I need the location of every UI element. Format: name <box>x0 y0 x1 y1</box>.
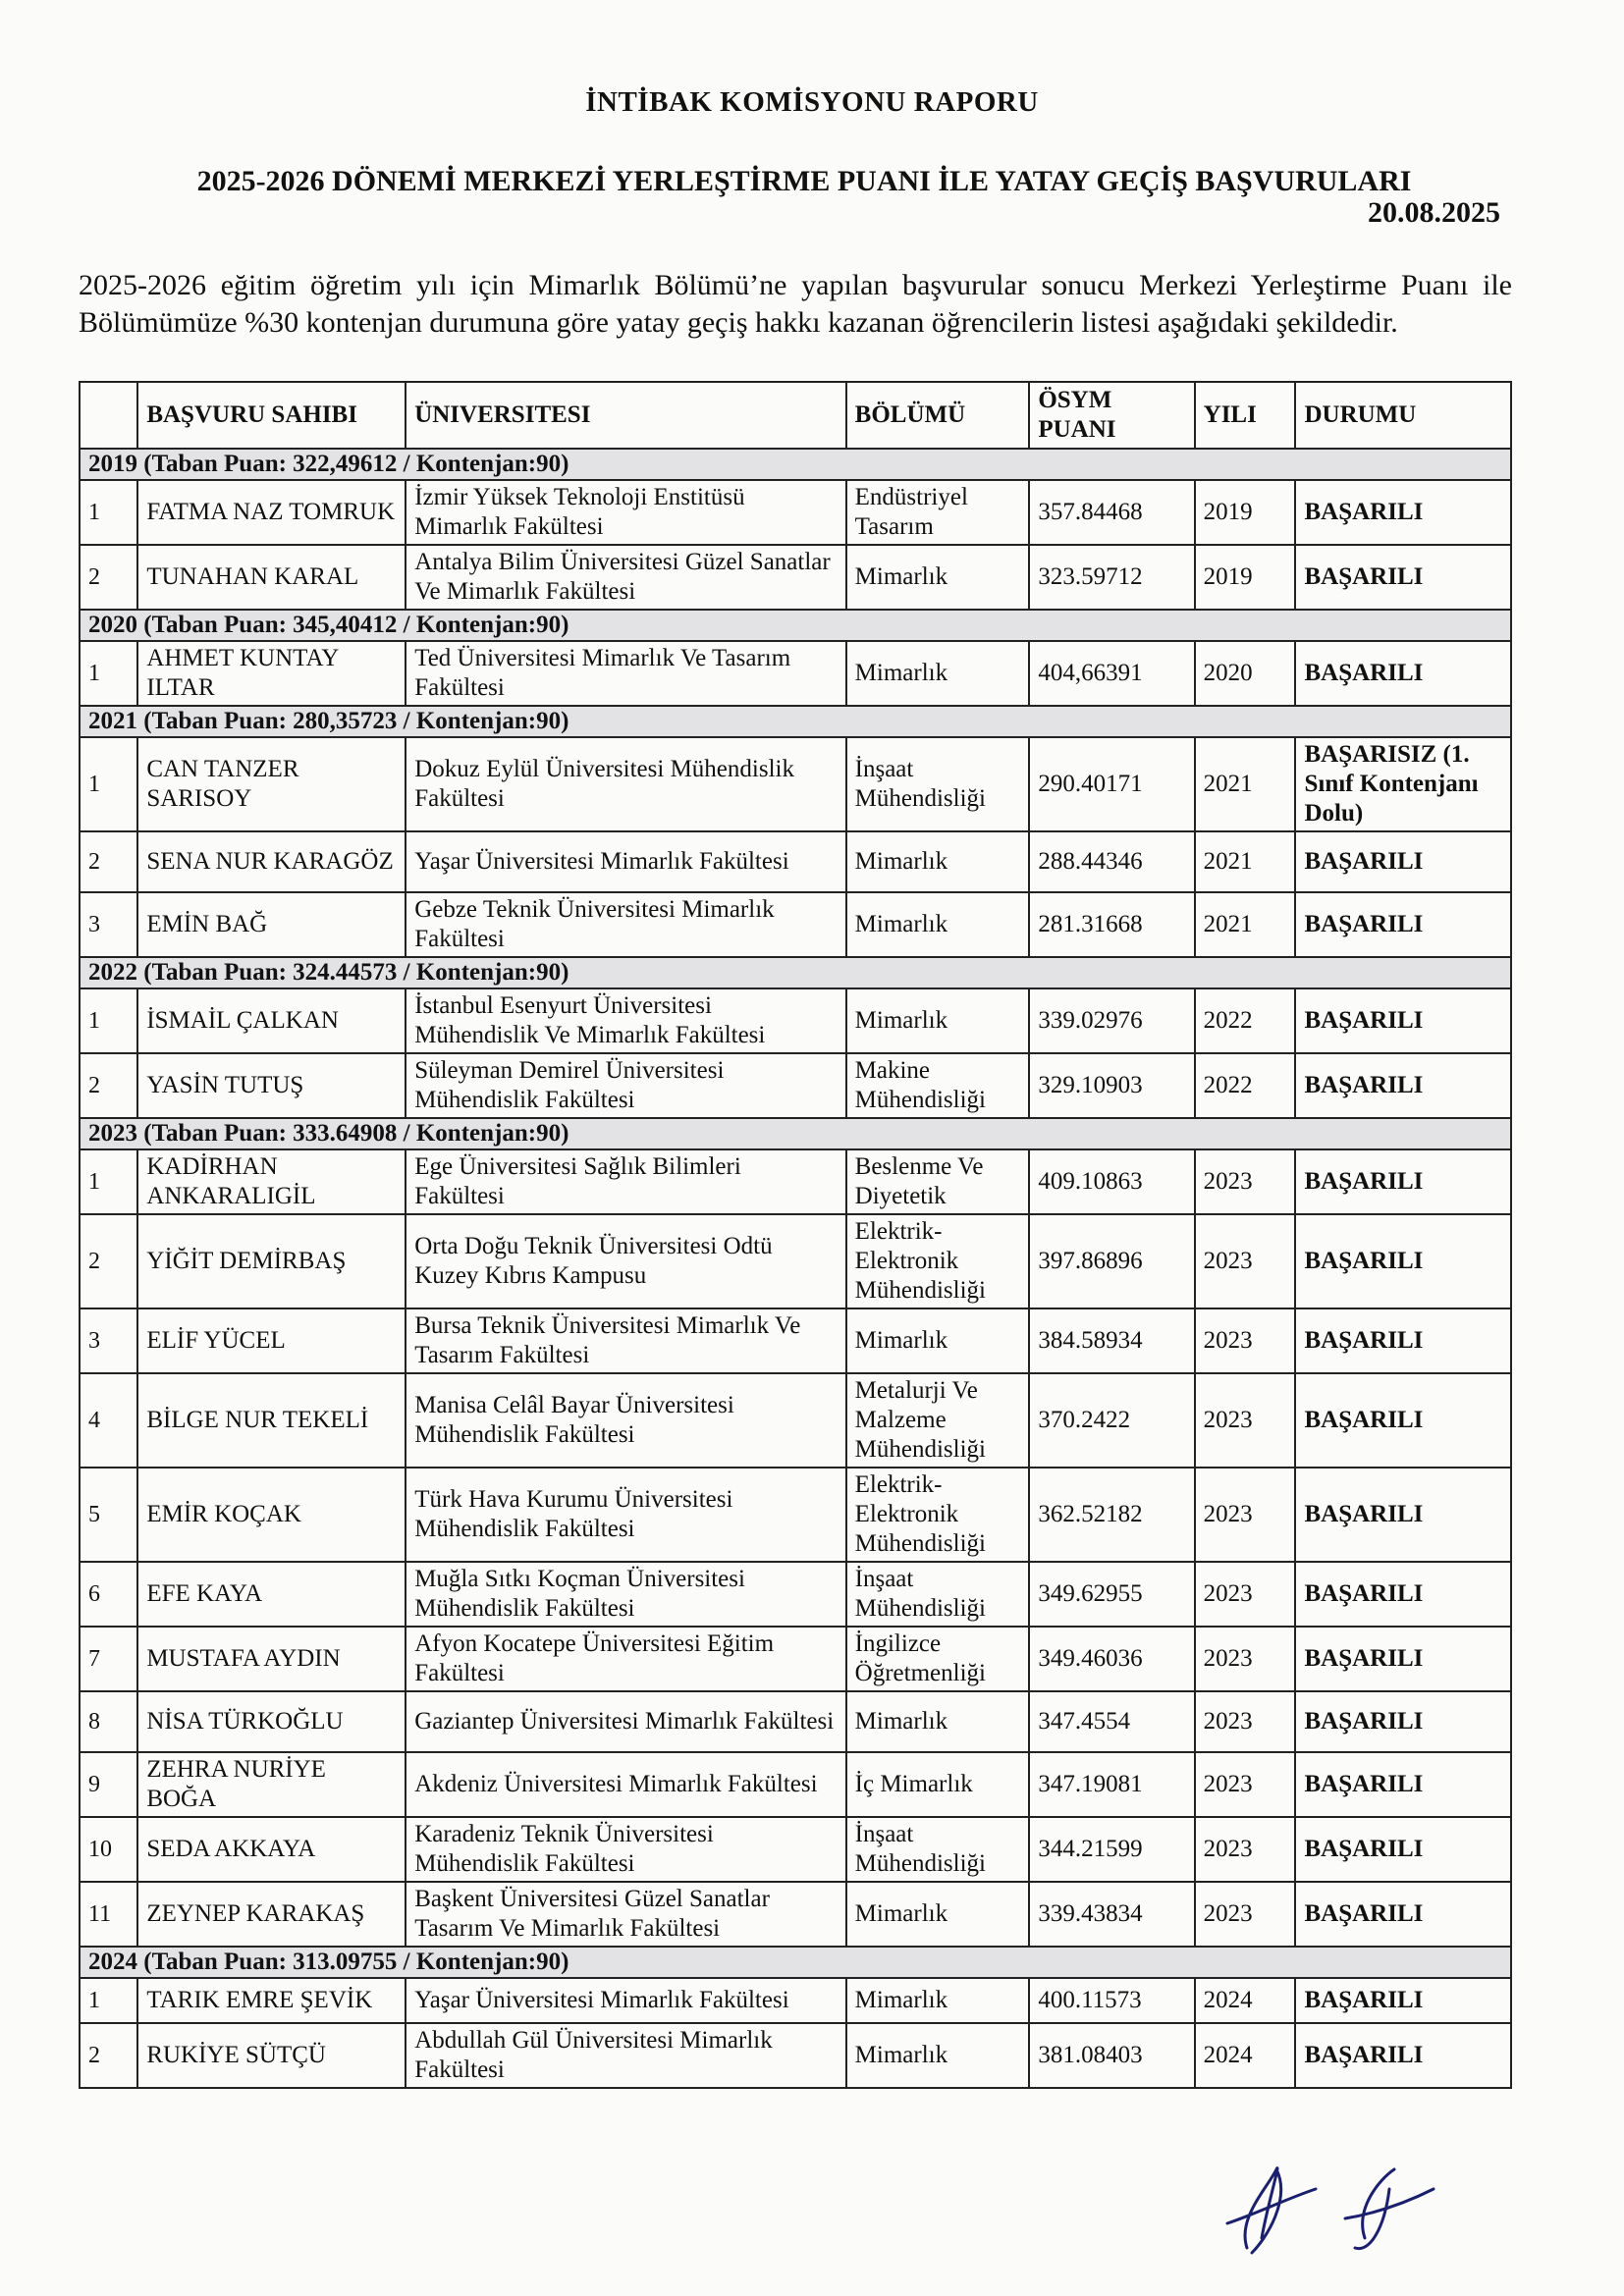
university-name: Ted Üniversitesi Mimarlık Ve Tasarım Fakültesi <box>406 641 845 706</box>
year-value: 2023 <box>1195 1882 1296 1947</box>
university-name: Orta Doğu Teknik Üniversitesi Odtü Kuzey Kıbrıs Kampusu <box>406 1214 845 1308</box>
row-number: 2 <box>80 545 137 610</box>
university-name: Süleyman Demirel Üniversitesi Mühendislik Fakültesi <box>406 1053 845 1118</box>
osym-score: 370.2422 <box>1029 1373 1194 1468</box>
status-value: BAŞARILI <box>1295 1817 1511 1882</box>
status-value: BAŞARILI <box>1295 831 1511 892</box>
department-name: İnşaat Mühendisliği <box>846 737 1030 831</box>
status-value: BAŞARILI <box>1295 1562 1511 1627</box>
applicant-name: TARIK EMRE ŞEVİK <box>137 1978 406 2023</box>
osym-score: 281.31668 <box>1029 892 1194 957</box>
department-name: Mimarlık <box>846 2023 1030 2088</box>
status-value: BAŞARISIZ (1. Sınıf Kontenjanı Dolu) <box>1295 737 1511 831</box>
year-value: 2023 <box>1195 1562 1296 1627</box>
university-name: Antalya Bilim Üniversitesi Güzel Sanatlar Ve Mimarlık Fakültesi <box>406 545 845 610</box>
university-name: İstanbul Esenyurt Üniversitesi Mühendislik Ve Mimarlık Fakültesi <box>406 988 845 1053</box>
applicant-name: NİSA TÜRKOĞLU <box>137 1691 406 1752</box>
department-name: Mimarlık <box>846 641 1030 706</box>
row-number: 1 <box>80 1978 137 2023</box>
department-name: Mimarlık <box>846 1691 1030 1752</box>
status-value: BAŞARILI <box>1295 1468 1511 1562</box>
row-number: 2 <box>80 831 137 892</box>
osym-score: 339.02976 <box>1029 988 1194 1053</box>
department-name: Mimarlık <box>846 831 1030 892</box>
applicant-name: EMİN BAĞ <box>137 892 406 957</box>
university-name: Abdullah Gül Üniversitesi Mimarlık Fakültesi <box>406 2023 845 2088</box>
university-name: Dokuz Eylül Üniversitesi Mühendislik Fakültesi <box>406 737 845 831</box>
status-value: BAŞARILI <box>1295 1978 1511 2023</box>
col-department: BÖLÜMÜ <box>846 382 1030 449</box>
report-subtitle: 2025-2026 DÖNEMİ MERKEZİ YERLEŞTİRME PUANI İLE YATAY GEÇİŞ BAŞVURULARI <box>196 165 1412 197</box>
year-value: 2019 <box>1195 545 1296 610</box>
status-value: BAŞARILI <box>1295 1308 1511 1373</box>
status-value: BAŞARILI <box>1295 1214 1511 1308</box>
table-row <box>80 1978 1511 2023</box>
university-name: Başkent Üniversitesi Güzel Sanatlar Tasarım Ve Mimarlık Fakültesi <box>406 1882 845 1947</box>
osym-score: 357.84468 <box>1029 480 1194 545</box>
table-row <box>80 1691 1511 1752</box>
year-value: 2021 <box>1195 737 1296 831</box>
table-row <box>80 1882 1511 1947</box>
department-name: Elektrik-Elektronik Mühendisliği <box>846 1468 1030 1562</box>
col-year: YILI <box>1195 382 1296 449</box>
table-row <box>80 1562 1511 1627</box>
osym-score: 323.59712 <box>1029 545 1194 610</box>
university-name: Akdeniz Üniversitesi Mimarlık Fakültesi <box>406 1752 845 1817</box>
intro-paragraph: 2025-2026 eğitim öğretim yılı için Mimarlık Bölümü’ne yapılan başvurular sonucu Merkezi Yerleştirme Puanı ile Bölümümüze %30 kontenjan durumuna göre yatay geçiş hakkı kazanan öğrencilerin listesi aşağıdaki şekildedir. <box>79 269 1512 339</box>
table-row <box>80 1053 1511 1118</box>
applicant-name: YASİN TUTUŞ <box>137 1053 406 1118</box>
table-row <box>80 2023 1511 2088</box>
col-score: ÖSYM PUANI <box>1029 382 1194 449</box>
university-name: İzmir Yüksek Teknoloji Enstitüsü Mimarlık Fakültesi <box>406 480 845 545</box>
university-name: Türk Hava Kurumu Üniversitesi Mühendislik Fakültesi <box>406 1468 845 1562</box>
row-number: 6 <box>80 1562 137 1627</box>
year-value: 2023 <box>1195 1817 1296 1882</box>
applicant-name: SENA NUR KARAGÖZ <box>137 831 406 892</box>
status-value: BAŞARILI <box>1295 1691 1511 1752</box>
status-value: BAŞARILI <box>1295 641 1511 706</box>
department-name: Metalurji Ve Malzeme Mühendisliği <box>846 1373 1030 1468</box>
year-group-heading: 2021 (Taban Puan: 280,35723 / Kontenjan:90) <box>80 706 1511 737</box>
row-number: 5 <box>80 1468 137 1562</box>
university-name: Karadeniz Teknik Üniversitesi Mühendislik Fakültesi <box>406 1817 845 1882</box>
applicant-name: İSMAİL ÇALKAN <box>137 988 406 1053</box>
applicant-name: TUNAHAN KARAL <box>137 545 406 610</box>
osym-score: 404,66391 <box>1029 641 1194 706</box>
osym-score: 344.21599 <box>1029 1817 1194 1882</box>
row-number: 7 <box>80 1627 137 1691</box>
applicant-name: YİĞİT DEMİRBAŞ <box>137 1214 406 1308</box>
table-row <box>80 641 1511 706</box>
osym-score: 381.08403 <box>1029 2023 1194 2088</box>
applicant-name: ZEHRA NURİYE BOĞA <box>137 1752 406 1817</box>
university-name: Gaziantep Üniversitesi Mimarlık Fakültesi <box>406 1691 845 1752</box>
department-name: Makine Mühendisliği <box>846 1053 1030 1118</box>
university-name: Muğla Sıtkı Koçman Üniversitesi Mühendislik Fakültesi <box>406 1562 845 1627</box>
table-row <box>80 545 1511 610</box>
row-number: 11 <box>80 1882 137 1947</box>
year-value: 2023 <box>1195 1468 1296 1562</box>
year-value: 2023 <box>1195 1214 1296 1308</box>
status-value: BAŞARILI <box>1295 1627 1511 1691</box>
year-value: 2023 <box>1195 1691 1296 1752</box>
applicant-name: KADİRHAN ANKARALIGİL <box>137 1149 406 1214</box>
row-number: 3 <box>80 1308 137 1373</box>
year-value: 2022 <box>1195 1053 1296 1118</box>
department-name: İç Mimarlık <box>846 1752 1030 1817</box>
applicant-name: SEDA AKKAYA <box>137 1817 406 1882</box>
year-value: 2023 <box>1195 1308 1296 1373</box>
row-number: 3 <box>80 892 137 957</box>
osym-score: 349.62955 <box>1029 1562 1194 1627</box>
row-number: 1 <box>80 641 137 706</box>
table-row <box>80 480 1511 545</box>
osym-score: 347.4554 <box>1029 1691 1194 1752</box>
applicant-name: ELİF YÜCEL <box>137 1308 406 1373</box>
status-value: BAŞARILI <box>1295 892 1511 957</box>
university-name: Manisa Celâl Bayar Üniversitesi Mühendislik Fakültesi <box>406 1373 845 1468</box>
col-applicant: BAŞVURU SAHIBI <box>137 382 406 449</box>
applicant-name: RUKİYE SÜTÇÜ <box>137 2023 406 2088</box>
year-value: 2024 <box>1195 1978 1296 2023</box>
osym-score: 362.52182 <box>1029 1468 1194 1562</box>
university-name: Gebze Teknik Üniversitesi Mimarlık Fakültesi <box>406 892 845 957</box>
osym-score: 349.46036 <box>1029 1627 1194 1691</box>
osym-score: 409.10863 <box>1029 1149 1194 1214</box>
status-value: BAŞARILI <box>1295 988 1511 1053</box>
year-value: 2020 <box>1195 641 1296 706</box>
university-name: Yaşar Üniversitesi Mimarlık Fakültesi <box>406 831 845 892</box>
department-name: Endüstriyel Tasarım <box>846 480 1030 545</box>
status-value: BAŞARILI <box>1295 1373 1511 1468</box>
year-group-row <box>80 449 1511 480</box>
university-name: Afyon Kocatepe Üniversitesi Eğitim Fakültesi <box>406 1627 845 1691</box>
report-title: İNTİBAK KOMİSYONU RAPORU <box>585 86 1039 118</box>
status-value: BAŞARILI <box>1295 2023 1511 2088</box>
applicant-name: EFE KAYA <box>137 1562 406 1627</box>
year-group-row <box>80 1947 1511 1978</box>
row-number: 1 <box>80 737 137 831</box>
table-row <box>80 1627 1511 1691</box>
year-value: 2024 <box>1195 2023 1296 2088</box>
osym-score: 347.19081 <box>1029 1752 1194 1817</box>
status-value: BAŞARILI <box>1295 1882 1511 1947</box>
department-name: İnşaat Mühendisliği <box>846 1562 1030 1627</box>
status-value: BAŞARILI <box>1295 1752 1511 1817</box>
department-name: İngilizce Öğretmenliği <box>846 1627 1030 1691</box>
department-name: Mimarlık <box>846 1978 1030 2023</box>
year-group-heading: 2022 (Taban Puan: 324.44573 / Kontenjan:90) <box>80 957 1511 988</box>
year-value: 2019 <box>1195 480 1296 545</box>
year-group-heading: 2024 (Taban Puan: 313.09755 / Kontenjan:90) <box>80 1947 1511 1978</box>
row-number: 2 <box>80 1053 137 1118</box>
applicant-name: ZEYNEP KARAKAŞ <box>137 1882 406 1947</box>
university-name: Bursa Teknik Üniversitesi Mimarlık Ve Tasarım Fakültesi <box>406 1308 845 1373</box>
applicant-name: MUSTAFA AYDIN <box>137 1627 406 1691</box>
row-number: 1 <box>80 1149 137 1214</box>
year-group-row <box>80 957 1511 988</box>
status-value: BAŞARILI <box>1295 545 1511 610</box>
table-row <box>80 988 1511 1053</box>
osym-score: 384.58934 <box>1029 1308 1194 1373</box>
row-number: 1 <box>80 988 137 1053</box>
department-name: Mimarlık <box>846 1882 1030 1947</box>
year-group-row <box>80 1118 1511 1149</box>
year-value: 2023 <box>1195 1627 1296 1691</box>
table-row <box>80 831 1511 892</box>
col-number <box>80 382 137 449</box>
osym-score: 288.44346 <box>1029 831 1194 892</box>
applicant-name: BİLGE NUR TEKELİ <box>137 1373 406 1468</box>
table-row <box>80 1817 1511 1882</box>
osym-score: 290.40171 <box>1029 737 1194 831</box>
row-number: 8 <box>80 1691 137 1752</box>
table-row <box>80 1214 1511 1308</box>
table-row <box>80 1308 1511 1373</box>
applicant-name: EMİR KOÇAK <box>137 1468 406 1562</box>
year-value: 2023 <box>1195 1752 1296 1817</box>
department-name: Beslenme Ve Diyetetik <box>846 1149 1030 1214</box>
col-university: ÜNIVERSITESI <box>406 382 845 449</box>
year-group-heading: 2020 (Taban Puan: 345,40412 / Kontenjan:90) <box>80 610 1511 641</box>
department-name: Mimarlık <box>846 892 1030 957</box>
row-number: 4 <box>80 1373 137 1468</box>
status-value: BAŞARILI <box>1295 1149 1511 1214</box>
department-name: Elektrik-Elektronik Mühendisliği <box>846 1214 1030 1308</box>
applicant-name: FATMA NAZ TOMRUK <box>137 480 406 545</box>
year-group-row <box>80 610 1511 641</box>
table-row <box>80 892 1511 957</box>
col-status: DURUMU <box>1295 382 1511 449</box>
table-row <box>80 737 1511 831</box>
year-value: 2023 <box>1195 1149 1296 1214</box>
year-group-heading: 2023 (Taban Puan: 333.64908 / Kontenjan:90) <box>80 1118 1511 1149</box>
year-value: 2021 <box>1195 892 1296 957</box>
table-header-row <box>80 382 1511 449</box>
year-value: 2023 <box>1195 1373 1296 1468</box>
table-row <box>80 1149 1511 1214</box>
year-group-heading: 2019 (Taban Puan: 322,49612 / Kontenjan:90) <box>80 449 1511 480</box>
year-value: 2022 <box>1195 988 1296 1053</box>
university-name: Ege Üniversitesi Sağlık Bilimleri Fakültesi <box>406 1149 845 1214</box>
signature <box>1208 2130 1443 2268</box>
osym-score: 400.11573 <box>1029 1978 1194 2023</box>
report-date: 20.08.2025 <box>1368 196 1500 229</box>
table-body <box>80 449 1511 2088</box>
status-value: BAŞARILI <box>1295 480 1511 545</box>
status-value: BAŞARILI <box>1295 1053 1511 1118</box>
department-name: Mimarlık <box>846 988 1030 1053</box>
department-name: Mimarlık <box>846 1308 1030 1373</box>
department-name: İnşaat Mühendisliği <box>846 1817 1030 1882</box>
year-group-row <box>80 706 1511 737</box>
row-number: 2 <box>80 1214 137 1308</box>
table-row <box>80 1468 1511 1562</box>
university-name: Yaşar Üniversitesi Mimarlık Fakültesi <box>406 1978 845 2023</box>
row-number: 1 <box>80 480 137 545</box>
table-row <box>80 1373 1511 1468</box>
row-number: 2 <box>80 2023 137 2088</box>
row-number: 10 <box>80 1817 137 1882</box>
table-row <box>80 1752 1511 1817</box>
applicants-table <box>79 381 1512 2089</box>
row-number: 9 <box>80 1752 137 1817</box>
applicant-name: AHMET KUNTAY ILTAR <box>137 641 406 706</box>
department-name: Mimarlık <box>846 545 1030 610</box>
osym-score: 339.43834 <box>1029 1882 1194 1947</box>
applicant-name: CAN TANZER SARISOY <box>137 737 406 831</box>
year-value: 2021 <box>1195 831 1296 892</box>
osym-score: 329.10903 <box>1029 1053 1194 1118</box>
osym-score: 397.86896 <box>1029 1214 1194 1308</box>
